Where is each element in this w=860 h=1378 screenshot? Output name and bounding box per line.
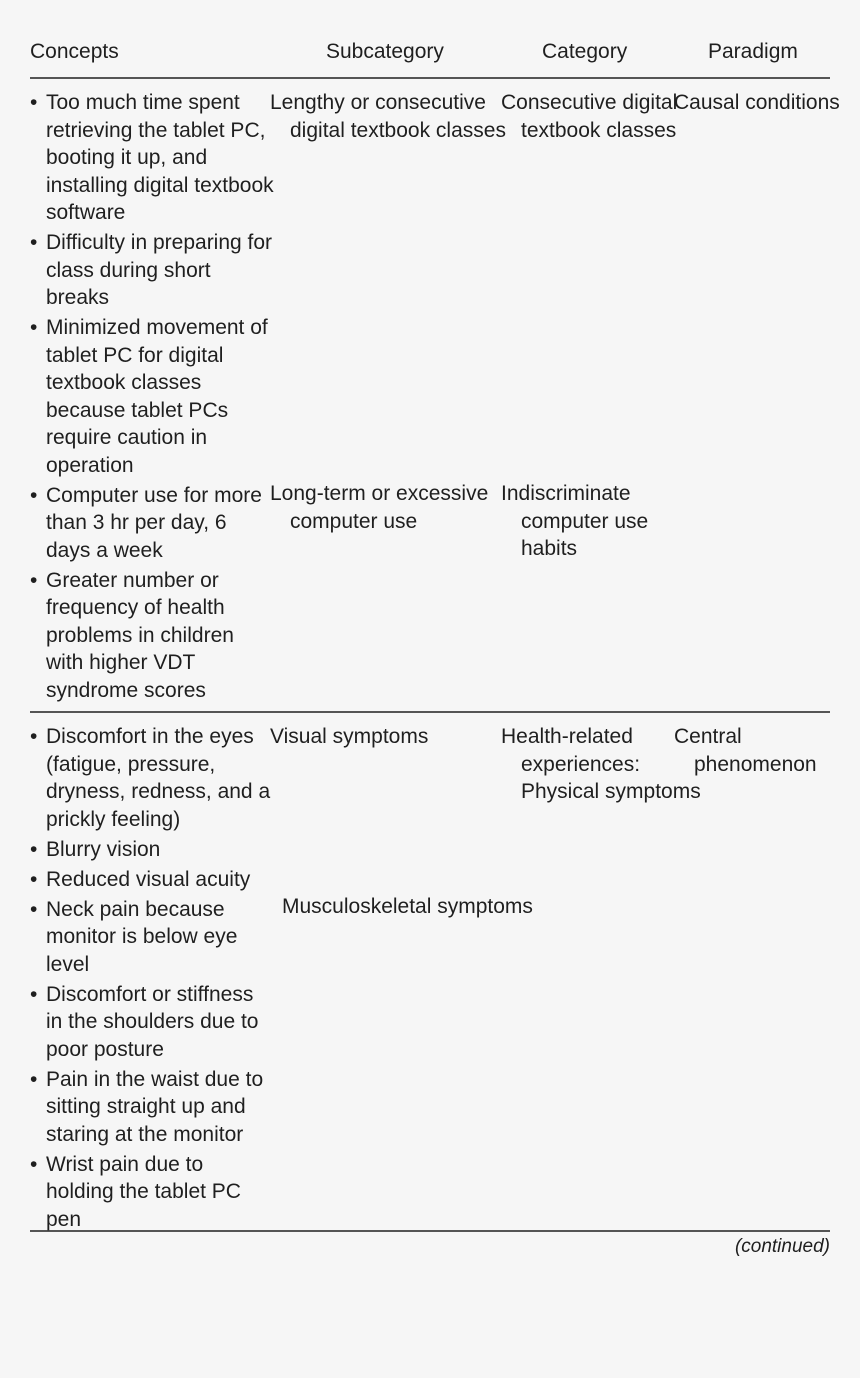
category-cell: Health-related experiences: Physical symptoms (501, 725, 701, 803)
subcategory-cell: Lengthy or consecutive digital textbook classes (270, 91, 506, 142)
concept-item: • Pain in the waist due to sitting straight up and staring at the monitor (30, 1066, 275, 1149)
header-category: Category (542, 40, 628, 63)
paradigm-cell: Causal conditions (674, 91, 840, 114)
concept-item: • Discomfort or stiffness in the shoulders due to poor posture (30, 981, 275, 1064)
concept-item: • Minimized movement of tablet PC for digital textbook classes because tablet PCs require caution in operation (30, 314, 275, 479)
concept-item: • Reduced visual acuity (30, 866, 275, 894)
concept-item: • Discomfort in the eyes (fatigue, pressure, dryness, redness, and a prickly feeling) (30, 723, 275, 833)
section-causal-conditions (30, 79, 840, 713)
section-central-phenomenon (30, 713, 830, 1232)
table-header (30, 30, 830, 79)
concept-item: • Wrist pain due to holding the tablet PC pen (30, 1151, 275, 1234)
header-concepts: Concepts (30, 40, 119, 63)
concepts-table (30, 30, 840, 1232)
concept-item: • Computer use for more than 3 hr per day, 6 days a week (30, 482, 275, 565)
header-paradigm: Paradigm (708, 40, 798, 63)
subcategory-cell: Musculoskeletal symptoms (282, 895, 533, 918)
concepts-list (30, 89, 275, 707)
subcategory-cell: Long-term or excessive computer use (270, 482, 489, 533)
concept-item: • Blurry vision (30, 836, 275, 864)
category-cell: Indiscriminate computer use habits (501, 482, 649, 560)
concept-item: • Difficulty in preparing for class during short breaks (30, 229, 275, 312)
continued-note: (continued) (734, 1236, 830, 1257)
header-subcategory: Subcategory (326, 40, 444, 63)
category-cell: Consecutive digital textbook classes (501, 91, 678, 142)
paradigm-cell: Central phenomenon (674, 725, 817, 776)
concepts-list (30, 723, 275, 1236)
concept-item: • Too much time spent retrieving the tablet PC, booting it up, and installing digital textbook software (30, 89, 275, 227)
concept-item: • Neck pain because monitor is below eye level (30, 896, 275, 979)
concept-item: • Greater number or frequency of health problems in children with higher VDT syndrome scores (30, 567, 275, 705)
subcategory-cell: Visual symptoms (270, 725, 429, 748)
